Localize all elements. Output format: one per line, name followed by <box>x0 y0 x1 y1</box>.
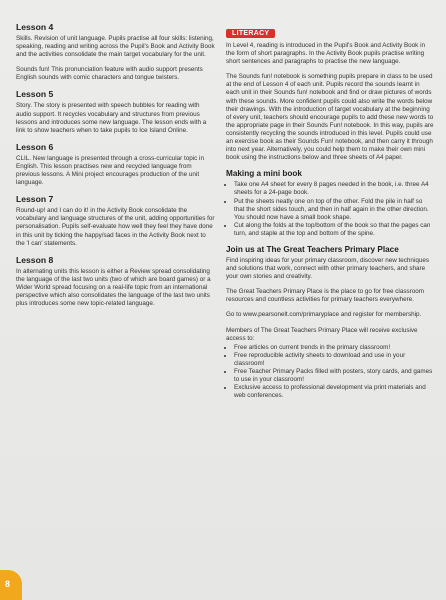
page-number-tab <box>0 570 22 600</box>
list-item: • Free Teacher Primary Packs filled with posters, story cards, and games to use in your classroom! <box>234 368 434 384</box>
list-item: • Free reproducible activity sheets to download and use in your classroom! <box>234 352 434 368</box>
lesson-text: Round-up! and I can do it! in the Activity Book consolidate the vocabulary and language structures of the unit, adding opportunities for personalisation. Pupils self-evaluate how well they feel they have done in this unit by ticking the happy/sad faces in the Activity Book next to the 'I can' statements. <box>16 207 215 247</box>
list-item: • Free articles on current trends in the primary classroom! <box>234 344 434 352</box>
literacy-intro: In Level 4, reading is introduced in the Pupil's Book and Activity Book in the form of short paragraphs. In the Activity Book pupils practise writing short sentences and paragraphs to practise the new language. <box>226 42 425 66</box>
gtpp-paragraph: Find inspiring ideas for your primary classroom, discover new techniques and solutions that work, connect with other primary teachers, and share your own stories and creativity. <box>226 256 429 281</box>
lesson-7 <box>16 194 216 247</box>
lesson-8 <box>16 255 216 308</box>
lesson-4 <box>16 22 216 82</box>
lesson-text: In alternating units this lesson is either a Review spread consolidating the language of the last two units (two of which are board games) or a Wider World spread focusing on a real-life topic from an international perspective which also consolidates the language of the last two units plus introduces some new topic-related language. <box>16 267 211 308</box>
lesson-title: Lesson 4 <box>16 22 54 32</box>
mini-book-heading: Making a mini book <box>226 169 302 179</box>
list-item: • Exclusive access to professional development via print materials and web conferences. <box>234 384 434 400</box>
lesson-5 <box>16 89 216 134</box>
lesson-title: Lesson 5 <box>16 89 54 100</box>
lesson-6 <box>16 142 216 187</box>
mini-book-steps <box>226 181 434 238</box>
lesson-text: Sounds fun! This pronunciation feature with audio support presents English sounds with comic characters and tongue twisters. <box>16 66 203 82</box>
lesson-title: Lesson 6 <box>16 141 54 152</box>
list-item: • Cut along the folds at the top/bottom of the book so that the pages can turn, and staple at the top and bottom of the spine. <box>234 222 434 238</box>
gtpp-heading: Join us at The Great Teachers Primary Place <box>226 244 399 254</box>
lesson-title: Lesson 7 <box>16 194 54 205</box>
gtpp-benefits <box>226 344 434 401</box>
gtpp-paragraph: Members of The Great Teachers Primary Place will receive exclusive access to: <box>226 326 418 342</box>
sounds-fun-notebook-text: The Sounds fun! notebook is something pupils prepare in class to be used at the end of Lesson 4 of each unit. Pupils record the sounds learnt in each unit in their Sounds fun! notebook and find or draw pictures of words with these sounds. More confident pupils could also write the words below their drawings. With the introduction of target vocabulary at the beginning of every unit, teachers should encourage pupils to add these new words to the appropriate page in their Sounds Fun! notebook. In this way, pupils are consistently recycling the sounds introduced in this level. Pupils could use an exercise book as their Sounds Fun! notebook, and then carry it through into next year. Alternatively, you could help them to make their own mini book using the instructions below and three sheets of A4 paper. <box>226 73 434 162</box>
right-column <box>226 22 434 405</box>
lesson-title: Lesson 8 <box>16 254 54 265</box>
gtpp-register-text: Go to www.pearsonelt.com/primaryplace and register for membership. <box>226 311 422 319</box>
lesson-text: Skills. Revision of unit language. Pupils practise all four skills: listening, speaking, reading and writing across the Pupil's Book and Activity Book and the activities consolidate the main target vocabulary for the unit. <box>16 35 215 59</box>
gtpp-paragraph: The Great Teachers Primary Place is the place to go for free classroom resources and countless activities for primary teachers everywhere. <box>226 288 424 304</box>
list-item: • Put the sheets neatly one on top of the other. Fold the pile in half so that the short sides touch, and then in half again in the other direction. You should now have a small book shape. <box>234 198 434 222</box>
page-number: 8 <box>5 579 11 589</box>
lesson-text: CLIL. New language is presented through a cross-curricular topic in English. This lesson practises new and recycled language from previous lessons. A Mini project encourages production of the unit language. <box>16 154 204 187</box>
list-item: • Take one A4 sheet for every 8 pages needed in the book, i.e. three A4 sheets for a 24-page book. <box>234 181 434 197</box>
literacy-badge: LITERACY <box>226 29 275 38</box>
lesson-text: Story. The story is presented with speech bubbles for reading with audio support. It recycles vocabulary and structures from previous lessons and introduces some new language. The lesson ends with a link to show teachers when to take pupils to Ice Island Online. <box>16 102 207 134</box>
left-column <box>16 22 216 315</box>
